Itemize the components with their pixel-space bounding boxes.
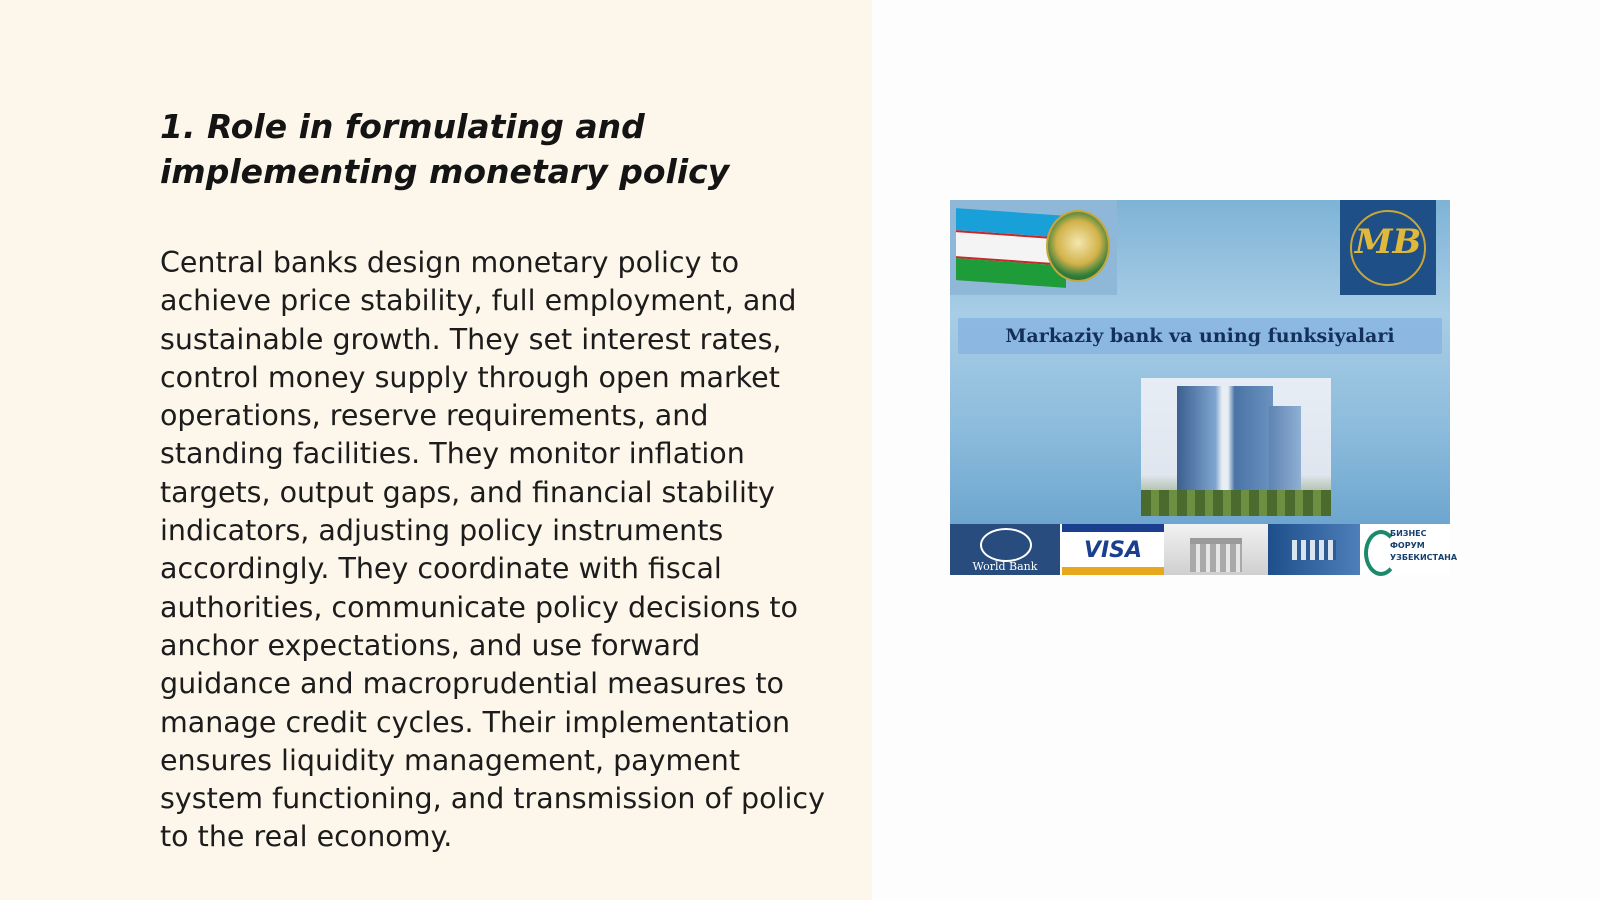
uzbekistan-flag-emblem [950, 200, 1117, 295]
forum-label: БИЗНЕС ФОРУМ УЗБЕКИСТАНА [1390, 529, 1458, 562]
columns-icon [1190, 538, 1242, 572]
caption-banner-text: Markaziy bank va uning funksiyalari [1005, 325, 1395, 347]
central-bank-logo [1340, 200, 1436, 295]
trees-shape [1141, 490, 1331, 516]
classic-bank-building-logo [1164, 524, 1268, 575]
modern-building-logo [1268, 524, 1360, 575]
business-forum-logo [1360, 524, 1458, 575]
world-bank-logo [950, 524, 1060, 575]
tower-shape [1177, 386, 1273, 504]
state-emblem-icon [1046, 210, 1110, 282]
visa-label: VISA [1083, 538, 1143, 563]
slide-body-text: Central banks design monetary policy to achieve price stability, full employment, and sustainable growth. They set interest rates, control money supply through open market operations, reserve requirements, and standing facilities. They monitor inflation targets, output gaps, and financial stability indicators, adjusting policy instruments accordingly. They coordinate with fiscal authorities, communicate policy decisions to anchor expectations, and use forward guidance and macroprudential measures to manage credit cycles. Their implementation ensures liquidity management, payment system functioning, and transmission of policy to the real economy. [160, 246, 825, 854]
windows-icon [1292, 540, 1336, 560]
visa-logo [1062, 524, 1164, 575]
partner-logos-strip [950, 524, 1458, 575]
logo-monogram: MB [1354, 222, 1422, 262]
globe-icon [980, 528, 1032, 562]
central-bank-image [950, 200, 1458, 575]
bank-building-photo [1141, 378, 1331, 516]
world-bank-label: World Bank [972, 560, 1038, 573]
tower-wing-shape [1269, 406, 1301, 502]
slide-title: 1. Role in formulating and implementing monetary policy [160, 107, 730, 191]
